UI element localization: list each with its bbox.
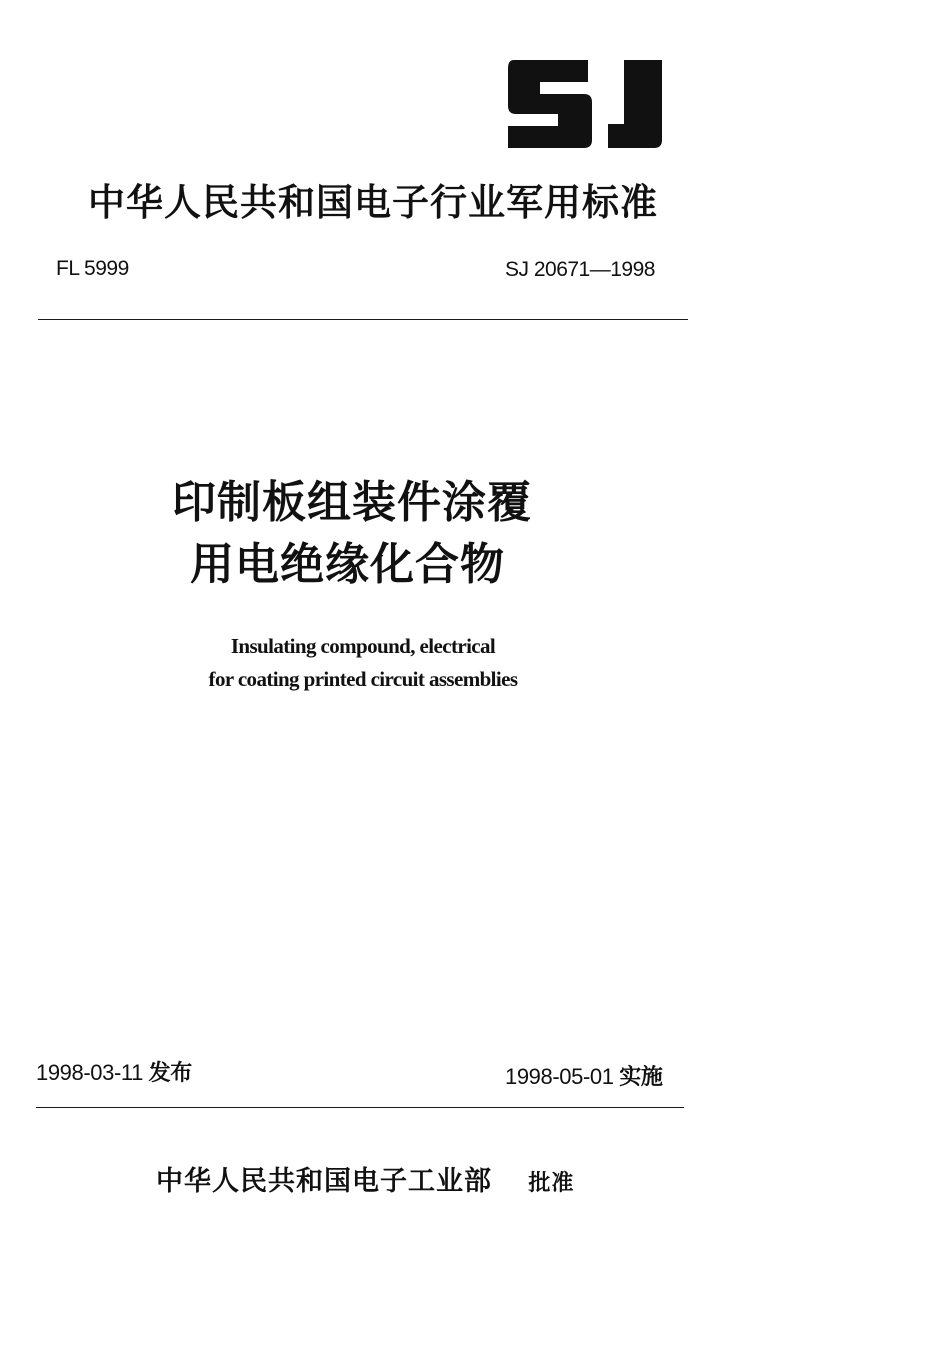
chinese-title-line-1: 印制板组装件涂覆 [172, 477, 532, 528]
standard-number: SJ 20671—1998 [505, 258, 655, 281]
chinese-title-line-2: 用电绝缘化合物 [190, 539, 505, 590]
implement-date-line [505, 1066, 662, 1089]
issue-date-line [36, 1062, 192, 1085]
header-divider [38, 319, 688, 320]
implement-label: 实施 [619, 1065, 663, 1090]
sj-logo-mark [500, 52, 670, 157]
chinese-title [172, 472, 532, 596]
english-title [188, 630, 538, 696]
footer-divider [36, 1107, 684, 1108]
approval-label: 批准 [528, 1171, 575, 1196]
english-title-line-1: Insulating compound, electrical [230, 634, 496, 658]
issue-date: 1998-03-11 [36, 1060, 143, 1085]
classification-code: FL 5999 [56, 257, 129, 280]
implement-date: 1998-05-01 [505, 1064, 614, 1089]
issue-label: 发布 [148, 1061, 192, 1086]
issuing-authority: 中华人民共和国电子工业部 [156, 1166, 492, 1197]
sj-logo [500, 52, 670, 157]
approval-line [156, 1168, 574, 1195]
header-title: 中华人民共和国电子行业军用标准 [88, 181, 658, 224]
english-title-line-2: for coating printed circuit assemblies [208, 667, 518, 691]
